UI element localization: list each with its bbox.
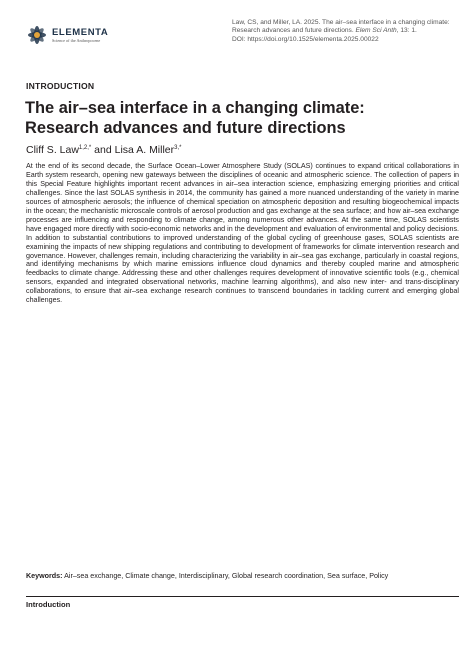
- article-title: [25, 99, 455, 138]
- citation-line-1: Law, CS, and Miller, LA. 2025. The air–sea interface in a changing climate:: [232, 19, 450, 26]
- keywords-label: Keywords:: [26, 572, 63, 580]
- section-label: INTRODUCTION: [26, 81, 95, 91]
- divider: [26, 596, 459, 597]
- keywords-text: Air–sea exchange, Climate change, Interdisciplinary, Global research coordination, Sea surface, Policy: [62, 572, 389, 580]
- title-line-1: The air–sea interface in a changing climate:: [25, 99, 365, 117]
- body-left-column: [26, 600, 227, 610]
- author-joiner: and: [91, 144, 115, 156]
- intro-heading: Introduction: [26, 600, 71, 609]
- citation-line-2-start: Research advances and future directions.: [232, 27, 356, 35]
- abstract: At the end of its second decade, the Surface Ocean–Lower Atmosphere Study (SOLAS) continues to expand critical collaborations in Earth system research, opening new gateways between the disciplines of oceanic and atmospheric science. The collection of papers in this Special Feature highlights important recent advances in air–sea interaction science, emphasizing emerging priorities and critical challenges. Since the last SOLAS synthesis in 2014, the community has gained a more nuanced understanding of the variety in marine sources of atmospheric aerosols; the influence of chemical speciation on atmospheric deposition and resulting biogeochemical impacts in the ocean; the mechanistic microscale controls of aerosol production and gas exchange at the sea surface; and how air–sea exchange processes are influencing and responding to climate change, among numerous other advances. At the same time, SOLAS scientists have engaged more directly with socio-economic networks and in the development and evaluation of environmental and policy decisions. In addition to substantial contributions to improved understanding of the global cycling of greenhouse gases, SOLAS scientists are examining the impacts of new shipping regulations and contributing to development of frameworks for climate intervention research and governance. However, challenges remain, including characterizing the variability in air–sea gas exchange, particularly in coastal regions, and identifying mechanisms by which marine emissions influence cloud dynamics and thereby coupled marine and atmospheric feedbacks to climate change. Addressing these and other challenges requires development of innovative scientific tools (e.g., chemical sensors, expanded and integrated observational networks, machine learning algorithms), and also new inter- and trans-disciplinary collaborations, to ensure that air–sea exchange research continues to transcend boundaries in tackling current and emerging global challenges.: [26, 162, 459, 305]
- citation-line-2-end: , 13: 1.: [396, 27, 417, 35]
- page-header: [0, 0, 474, 70]
- title-line-2: Research advances and future directions: [25, 118, 346, 137]
- author-2[interactable]: Lisa A. Miller: [114, 144, 175, 156]
- elementa-flower-icon: [26, 24, 48, 46]
- author-list: [26, 144, 182, 156]
- citation-block: [232, 19, 462, 44]
- journal-logo[interactable]: [26, 24, 156, 48]
- author-1-affiliation: 1,2,*: [78, 145, 92, 151]
- author-2-affiliation: 3,*: [174, 145, 182, 151]
- author-1[interactable]: Cliff S. Law: [26, 144, 79, 156]
- citation-line-2: [232, 27, 462, 35]
- logo-name: ELEMENTA: [52, 27, 109, 38]
- citation-journal: Elem Sci Anth: [355, 27, 397, 35]
- keywords: [26, 572, 459, 581]
- doi-link[interactable]: DOI: https://doi.org/10.1525/elementa.2025.00022: [232, 35, 379, 43]
- logo-tagline: Science of the Anthropocene: [52, 38, 101, 43]
